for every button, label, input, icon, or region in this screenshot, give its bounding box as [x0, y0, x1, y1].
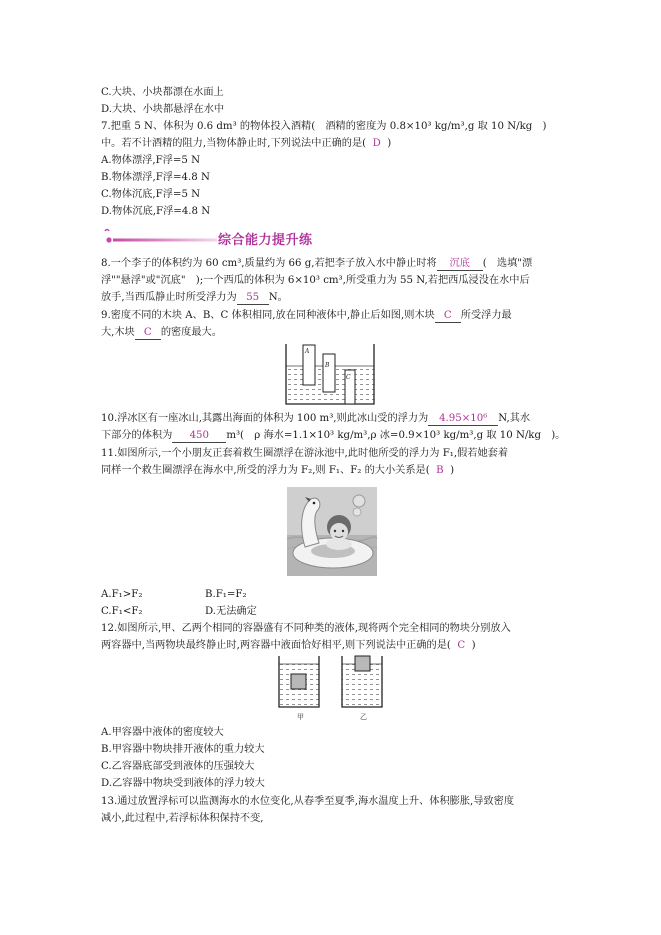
question-7-line-2: 中。若不计酒精的阻力,当物体静止时,下列说法中正确的是( D ) [101, 138, 392, 149]
question-12-line-1: 12.如图所示,甲、乙两个相同的容器盛有不同种类的液体,现将两个完全相同的物块分别放入 [101, 623, 511, 634]
answer-11: B [436, 465, 444, 476]
option-line: B.物体漂浮,F浮=4.8 N [101, 172, 210, 183]
question-10-line-1: 10.浮冰区有一座冰山,其露出海面的体积为 100 m³,则此冰山受的浮力为 4.95×10⁶ N,其水 [101, 413, 531, 424]
answer-8b: 55 [237, 291, 269, 305]
figure-9-blocks-in-liquid [282, 342, 378, 406]
label-jia: 甲 [297, 713, 304, 721]
option-line: D.大块、小块都悬浮在水中 [101, 104, 225, 115]
option-line: A.F₁>F₂ [101, 589, 143, 600]
question-9-line-1: 9.密度不同的木块 A、B、C 体积相同,放在同种液体中,静止后如图,则木块 C 所受浮力最 [101, 310, 512, 321]
question-8-line-1: 8.一个李子的体积约为 60 cm³,质量约为 66 g,若把李子放入水中静止时将 沉底 ( 选填"漂 [101, 258, 533, 269]
option-line: B.甲容器中物块排开液体的重力较大 [101, 744, 265, 755]
question-8-line-3: 放手,当西瓜静止时所受浮力为 55 N。 [101, 292, 288, 303]
option-line: A.物体漂浮,F浮=5 N [101, 155, 201, 166]
answer-12: C [457, 640, 466, 651]
question-11-line-2: 同样一个救生圈漂浮在海水中,所受的浮力为 F₂,则 F₁、F₂ 的大小关系是( B ) [101, 465, 455, 476]
option-line: C.大块、小块都漂在水面上 [101, 87, 224, 98]
section-header [101, 227, 521, 249]
answer-9b: C [135, 326, 161, 340]
answer-9a: C [435, 309, 461, 323]
answer-7: D [372, 138, 381, 149]
label-block-c: C [346, 374, 351, 381]
option-line: A.甲容器中液体的密度较大 [101, 727, 224, 738]
question-9-line-2: 大,木块 C 的密度最大。 [101, 327, 222, 338]
label-yi: 乙 [360, 713, 367, 721]
answer-10a: 4.95×10⁶ [428, 412, 498, 426]
option-line: C.F₁<F₂ [101, 606, 143, 617]
option-line: D.乙容器中物块受到液体的浮力较大 [101, 778, 265, 789]
figure-12-containers [274, 652, 390, 722]
answer-8a: 沉底 [437, 257, 483, 271]
answer-10b: 450 [172, 429, 226, 443]
option-line: C.乙容器底部受到液体的压强较大 [101, 761, 255, 772]
question-8-line-2: 浮""悬浮"或"沉底" );一个西瓜的体积为 6×10³ cm³,所受重力为 55 N,若把西瓜浸没在水中后 [101, 275, 530, 286]
option-line: B.F₁=F₂ [205, 589, 247, 600]
question-12-line-2: 两容器中,当两物块最终静止时,两容器中液面恰好相平,则下列说法中正确的是( C ) [101, 640, 476, 651]
option-line: D.无法确定 [205, 606, 257, 617]
option-line: D.物体沉底,F浮=4.8 N [101, 206, 211, 217]
question-13-line-1: 13.通过放置浮标可以监测海水的水位变化,从春季至夏季,海水温度上升、体积膨胀,导致密度 [101, 796, 515, 807]
question-7-line-1: 7.把重 5 N、体积为 0.6 dm³ 的物体投入酒精( 酒精的密度为 0.8×10³ kg/m³,g 取 10 N/kg ) [101, 121, 547, 132]
option-line: C.物体沉底,F浮=5 N [101, 189, 201, 200]
question-10-line-2: 下部分的体积为 450 m³( ρ 海水=1.1×10³ kg/m³,ρ 冰=0.9×10³ kg/m³,g 取 10 N/kg )。 [101, 430, 566, 441]
label-block-b: B [325, 362, 330, 369]
label-block-a: A [305, 348, 310, 355]
section-title: 综合能力提升练 [218, 233, 313, 248]
question-11-line-1: 11.如图所示,一个小朋友正套着救生圈漂浮在游泳池中,此时他所受的浮力为 F₁,假若她套着 [101, 448, 509, 459]
question-13-line-2: 减小,此过程中,若浮标体积保持不变, [101, 813, 264, 824]
photo-child-swim-ring [287, 487, 377, 576]
section-decoration [101, 227, 221, 249]
